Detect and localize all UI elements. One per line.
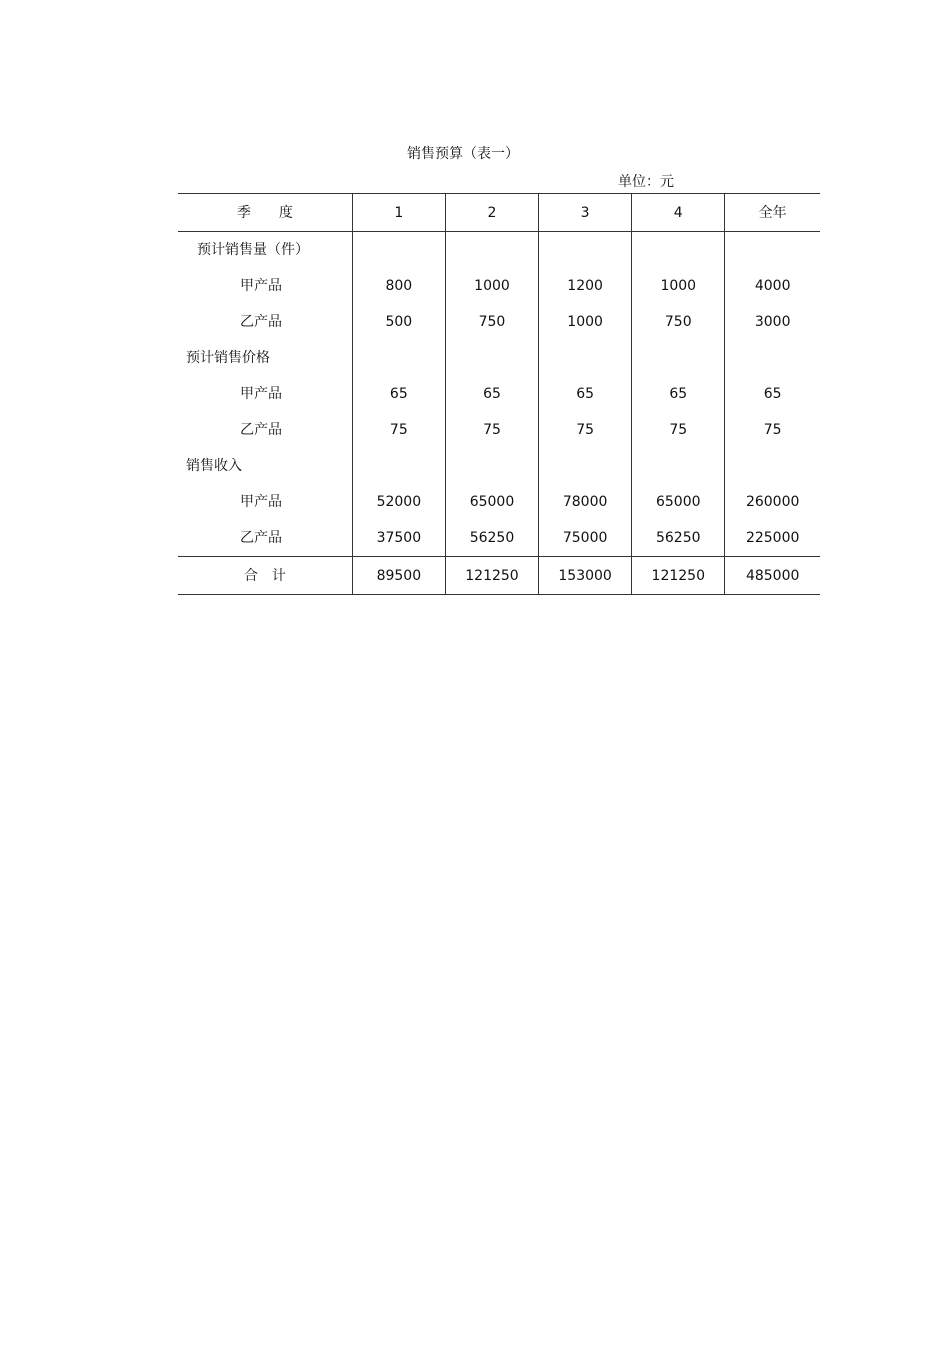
cell: 750 [445, 304, 538, 340]
header-col-year: 全年 [725, 194, 820, 232]
document-title: 销售预算（表一） [407, 146, 519, 162]
cell: 56250 [632, 520, 725, 557]
header-row [178, 194, 820, 232]
cell: 1000 [445, 268, 538, 304]
table-row [178, 268, 820, 304]
section-label: 预计销售价格 [186, 350, 270, 366]
cell: 65000 [445, 484, 538, 520]
row-label: 甲产品 [240, 278, 282, 294]
cell: 260000 [725, 484, 820, 520]
cell: 75 [539, 412, 632, 448]
total-row [178, 557, 820, 595]
cell: 65000 [632, 484, 725, 520]
total-cell: 153000 [539, 557, 632, 595]
row-label: 甲产品 [240, 386, 282, 402]
cell: 75 [632, 412, 725, 448]
cell: 1200 [539, 268, 632, 304]
unit-label: 单位：元 [618, 174, 674, 190]
cell: 75000 [539, 520, 632, 557]
header-col-q2: 2 [445, 194, 538, 232]
header-quarter-label: 季 度 [178, 194, 352, 232]
table-row [178, 376, 820, 412]
sales-budget-table [178, 193, 820, 595]
cell: 75 [725, 412, 820, 448]
cell: 65 [725, 376, 820, 412]
cell: 225000 [725, 520, 820, 557]
row-label: 乙产品 [240, 530, 282, 546]
total-cell: 121250 [632, 557, 725, 595]
cell: 1000 [632, 268, 725, 304]
section-row [178, 232, 820, 269]
header-col-q1: 1 [352, 194, 445, 232]
total-cell: 121250 [445, 557, 538, 595]
section-label: 销售收入 [186, 458, 242, 474]
cell: 65 [539, 376, 632, 412]
cell: 75 [445, 412, 538, 448]
cell: 52000 [352, 484, 445, 520]
cell: 3000 [725, 304, 820, 340]
section-row [178, 448, 820, 484]
table-row [178, 304, 820, 340]
total-cell: 89500 [352, 557, 445, 595]
cell: 75 [352, 412, 445, 448]
cell: 750 [632, 304, 725, 340]
total-cell: 485000 [725, 557, 820, 595]
cell: 56250 [445, 520, 538, 557]
cell: 500 [352, 304, 445, 340]
table-row [178, 412, 820, 448]
cell: 4000 [725, 268, 820, 304]
cell: 37500 [352, 520, 445, 557]
section-row [178, 340, 820, 376]
cell: 800 [352, 268, 445, 304]
table-row [178, 520, 820, 557]
row-label: 乙产品 [240, 314, 282, 330]
header-col-q4: 4 [632, 194, 725, 232]
section-label: 预计销售量（件） [197, 242, 309, 258]
header-col-q3: 3 [539, 194, 632, 232]
cell: 65 [352, 376, 445, 412]
cell: 65 [632, 376, 725, 412]
row-label: 甲产品 [240, 494, 282, 510]
cell: 65 [445, 376, 538, 412]
cell: 78000 [539, 484, 632, 520]
row-label: 乙产品 [240, 422, 282, 438]
cell: 1000 [539, 304, 632, 340]
table-row [178, 484, 820, 520]
total-label: 合 计 [178, 557, 352, 595]
